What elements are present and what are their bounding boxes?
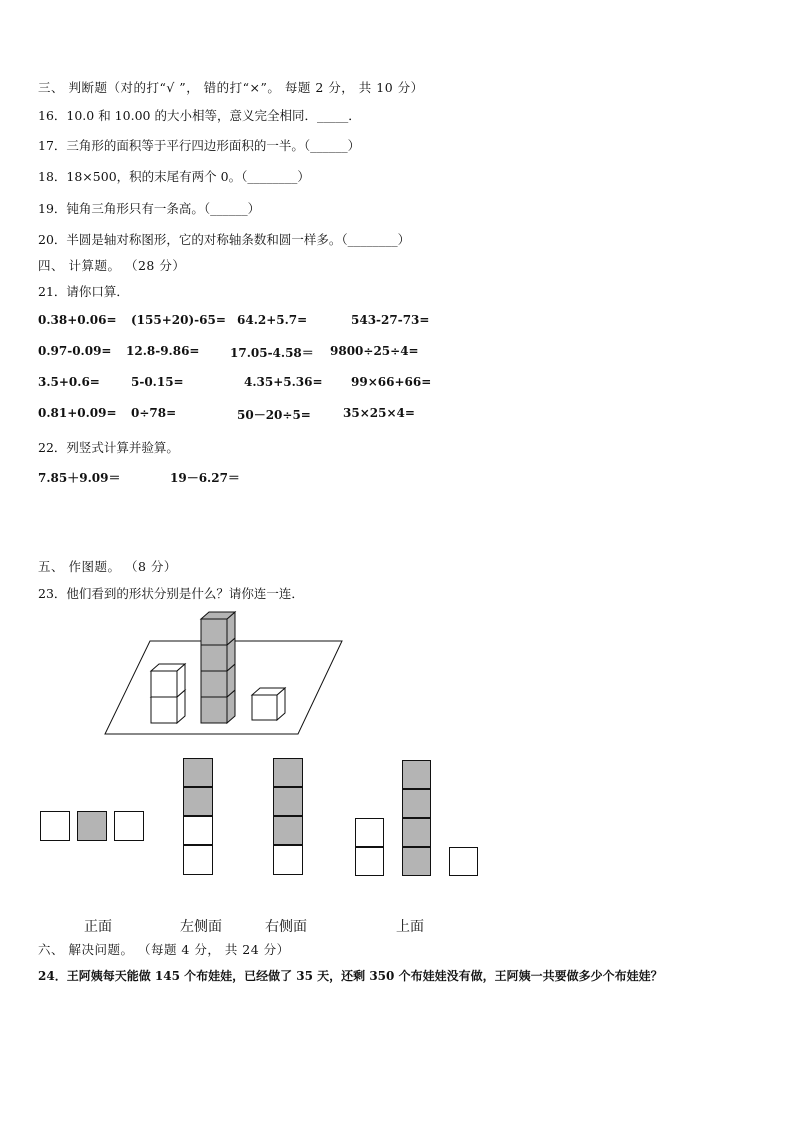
view-option-1-square — [114, 811, 144, 841]
oral-calc-item: 4.35+5.36= — [244, 375, 323, 389]
view-option-4-square — [449, 847, 478, 876]
view-option-4-square — [355, 847, 384, 876]
left-cube-stack — [151, 664, 185, 723]
view-option-4-square — [402, 818, 431, 847]
section6-title: 六、 解决问题。 （每题 4 分， 共 24 分） — [38, 942, 290, 957]
view-option-2-square — [183, 787, 213, 816]
question-16: 16．10.0 和 10.00 的大小相等，意义完全相同．_____． — [38, 108, 361, 123]
middle-cube-stack — [201, 612, 235, 723]
oral-calc-item: 0.38+0.06= — [38, 313, 117, 327]
oral-calc-item: 0÷78= — [131, 406, 177, 420]
question-24: 24．王阿姨每天能做 145 个布娃娃，已经做了 35 天，还剩 350 个布娃娃没有做，王阿姨一共要做多少个布娃娃？ — [38, 969, 663, 983]
question-22: 22．列竖式计算并验算。 — [38, 440, 179, 455]
view-label-right: 右侧面 — [265, 919, 307, 935]
question-19: 19．钝角三角形只有一条高。（______） — [38, 201, 261, 216]
view-option-4-square — [402, 760, 431, 789]
section4-title: 四、 计算题。 （28 分） — [38, 258, 186, 273]
oral-calc-item: 0.97-0.09= — [38, 344, 112, 358]
oral-calc-item: 0.81+0.09= — [38, 406, 117, 420]
view-option-4-square — [355, 818, 384, 847]
question-20: 20．半圆是轴对称图形，它的对称轴条数和圆一样多。（________） — [38, 232, 411, 247]
view-option-2-square — [183, 816, 213, 845]
question-17: 17．三角形的面积等于平行四边形面积的一半。（______） — [38, 138, 361, 153]
view-option-4-square — [402, 789, 431, 818]
oral-calc-item: 99×66+66= — [351, 375, 432, 389]
view-label-top: 上面 — [396, 919, 424, 935]
oral-calc-item: 3.5+0.6= — [38, 375, 100, 389]
question-23: 23．他们看到的形状分别是什么？请你连一连． — [38, 586, 304, 601]
section5-title: 五、 作图题。 （8 分） — [38, 559, 177, 574]
oral-calc-item: 17.05-4.58＝ — [230, 346, 314, 360]
right-single-cube — [252, 688, 285, 720]
view-option-1-square — [77, 811, 107, 841]
question-18: 18．18×500，积的末尾有两个 0。（________） — [38, 169, 310, 184]
oral-calc-item: 543-27-73= — [351, 313, 430, 327]
view-option-3-square — [273, 787, 303, 816]
view-label-front: 正面 — [84, 919, 112, 935]
oral-calc-item: 5-0.15= — [131, 375, 184, 389]
oral-calc-item: 50－20÷5= — [237, 408, 311, 422]
vertical-calc-item: 7.85＋9.09＝ — [38, 471, 121, 485]
section3-title: 三、 判断题（对的打“√ ”， 错的打“×”。 每题 2 分， 共 10 分） — [38, 80, 424, 95]
view-option-4-square — [402, 847, 431, 876]
view-label-left: 左侧面 — [180, 919, 222, 935]
view-option-3-square — [273, 816, 303, 845]
view-option-2-square — [183, 758, 213, 787]
view-option-3-square — [273, 845, 303, 875]
view-option-1-square — [40, 811, 70, 841]
oral-calc-item: 12.8-9.86= — [126, 344, 200, 358]
oral-calc-item: 9800÷25÷4= — [330, 344, 419, 358]
oral-calc-item: 35×25×4= — [343, 406, 415, 420]
oral-calc-item: (155+20)-65= — [131, 313, 226, 327]
vertical-calc-item: 19－6.27＝ — [170, 471, 240, 485]
view-option-2-square — [183, 845, 213, 875]
question-21: 21．请你口算． — [38, 284, 129, 299]
oral-calc-item: 64.2+5.7= — [237, 313, 308, 327]
view-option-3-square — [273, 758, 303, 787]
